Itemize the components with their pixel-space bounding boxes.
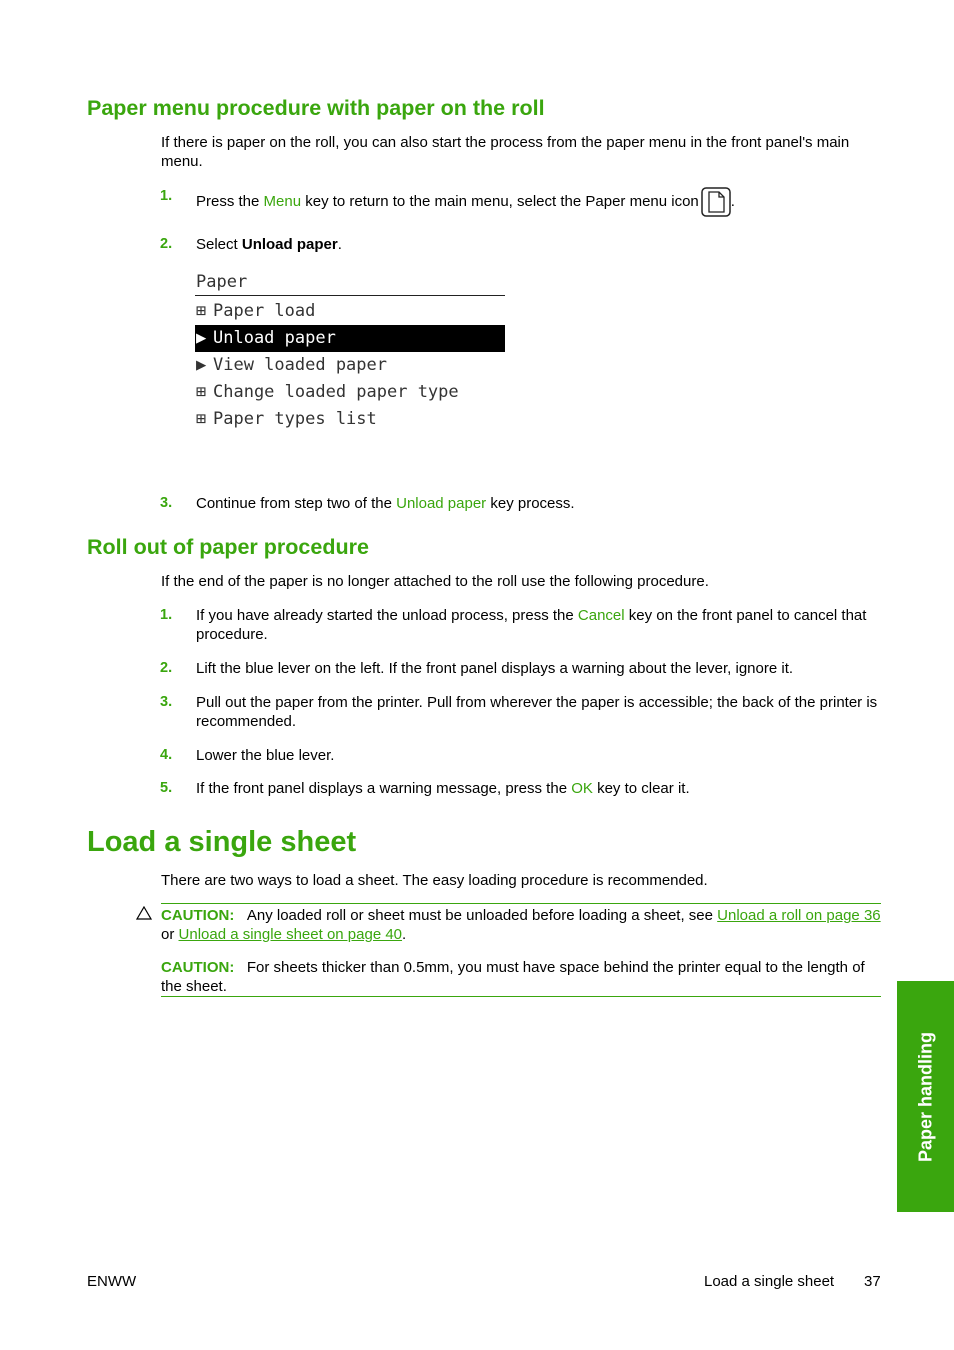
- step-text-part: .: [337, 236, 342, 253]
- caution-text: or: [161, 926, 179, 943]
- caution-text: For sheets thicker than 0.5mm, you must have space behind the printer equal to the length of the sheet.: [161, 959, 865, 995]
- step-number: 1.: [160, 188, 173, 204]
- caution-label: CAUTION:: [161, 959, 235, 976]
- expand-icon: ⊞: [196, 301, 207, 321]
- step-text-part: key process.: [486, 495, 575, 512]
- step-text: [196, 187, 884, 217]
- menu-item-unload-paper: [195, 325, 505, 352]
- section-heading-paper-menu: Paper menu procedure with paper on the roll: [87, 96, 545, 120]
- step-text: [196, 606, 884, 644]
- footer-section-title: Load a single sheet: [704, 1273, 835, 1290]
- link-unload-a-roll[interactable]: Unload a roll on page 36: [717, 907, 881, 924]
- step-text-part: If the front panel displays a warning message, press the: [196, 780, 572, 797]
- menu-screen-title: Paper: [195, 270, 505, 296]
- step-text: Lift the blue lever on the left. If the front panel displays a warning about the lever, ignore it.: [196, 660, 794, 677]
- step-text: [196, 235, 884, 254]
- menu-item-paper-load: [195, 298, 505, 325]
- section-intro: There are two ways to load a sheet. The easy loading procedure is recommended.: [161, 872, 708, 889]
- menu-item-label: View loaded paper: [213, 355, 387, 375]
- section-intro: If the end of the paper is no longer attached to the roll use the following procedure.: [161, 573, 709, 590]
- section-heading-roll-out: Roll out of paper procedure: [87, 535, 369, 559]
- step-number: 3.: [160, 694, 173, 710]
- paper-menu-icon: [701, 187, 731, 217]
- arrow-right-icon: ▶: [196, 328, 207, 348]
- chapter-side-tab: [897, 981, 954, 1212]
- step-text: [196, 779, 884, 798]
- step-text-part: key to return to the main menu, select the Paper menu icon: [301, 193, 699, 210]
- caution-note-thickness: [161, 958, 881, 997]
- step-text-part: .: [730, 193, 735, 210]
- ok-key: OK: [571, 780, 593, 797]
- step-number: 4.: [160, 747, 173, 763]
- unload-paper-key: Unload paper: [396, 495, 487, 512]
- step-text-part: key to clear it.: [592, 780, 690, 797]
- warning-triangle-icon: [136, 906, 152, 925]
- step-text-part: Select: [196, 236, 242, 253]
- step-number: 5.: [160, 780, 173, 796]
- menu-item-label: Paper types list: [213, 409, 377, 429]
- section-intro: If there is paper on the roll, you can also start the process from the paper menu in the front panel's main menu.: [161, 134, 850, 170]
- step-text-part: Continue from step two of the: [196, 495, 397, 512]
- menu-key: Menu: [263, 193, 302, 210]
- expand-icon: ⊞: [196, 409, 207, 429]
- caution-text: .: [402, 926, 407, 943]
- footer-left: ENWW: [87, 1273, 137, 1290]
- menu-item-label: Unload paper: [213, 328, 336, 348]
- chapter-heading-load-single-sheet: Load a single sheet: [87, 826, 357, 858]
- menu-item-label: Paper load: [213, 301, 316, 321]
- step-text-part: key on the front panel to cancel that procedure.: [196, 607, 867, 643]
- menu-item-paper-types-list: [195, 406, 505, 433]
- expand-icon: ⊞: [196, 382, 207, 402]
- arrow-right-icon: ▶: [196, 355, 207, 375]
- side-tab-label: Paper handling: [915, 1031, 935, 1162]
- caution-label: CAUTION:: [161, 907, 235, 924]
- step-text-part: Press the: [196, 193, 264, 210]
- step-number: 2.: [160, 236, 173, 252]
- step-text: [196, 494, 884, 513]
- link-unload-single-sheet[interactable]: Unload a single sheet on page 40: [178, 926, 403, 943]
- front-panel-menu-screen: [195, 270, 505, 433]
- caution-note-unload: [161, 903, 881, 944]
- unload-paper-option: Unload paper: [241, 236, 338, 253]
- cancel-key: Cancel: [577, 607, 625, 624]
- page-number: 37: [864, 1273, 881, 1290]
- step-text-part: If you have already started the unload process, press the: [196, 607, 578, 624]
- step-number: 2.: [160, 660, 173, 676]
- step-text: Pull out the paper from the printer. Pull from wherever the paper is accessible; the back of the printer is recommended.: [196, 694, 878, 730]
- menu-item-view-loaded-paper: [195, 352, 505, 379]
- step-number: 3.: [160, 495, 173, 511]
- menu-item-label: Change loaded paper type: [213, 382, 459, 402]
- menu-item-change-loaded-paper-type: [195, 379, 505, 406]
- caution-text: Any loaded roll or sheet must be unloaded before loading a sheet, see: [246, 907, 718, 924]
- step-number: 1.: [160, 607, 173, 623]
- step-text: Lower the blue lever.: [196, 747, 335, 764]
